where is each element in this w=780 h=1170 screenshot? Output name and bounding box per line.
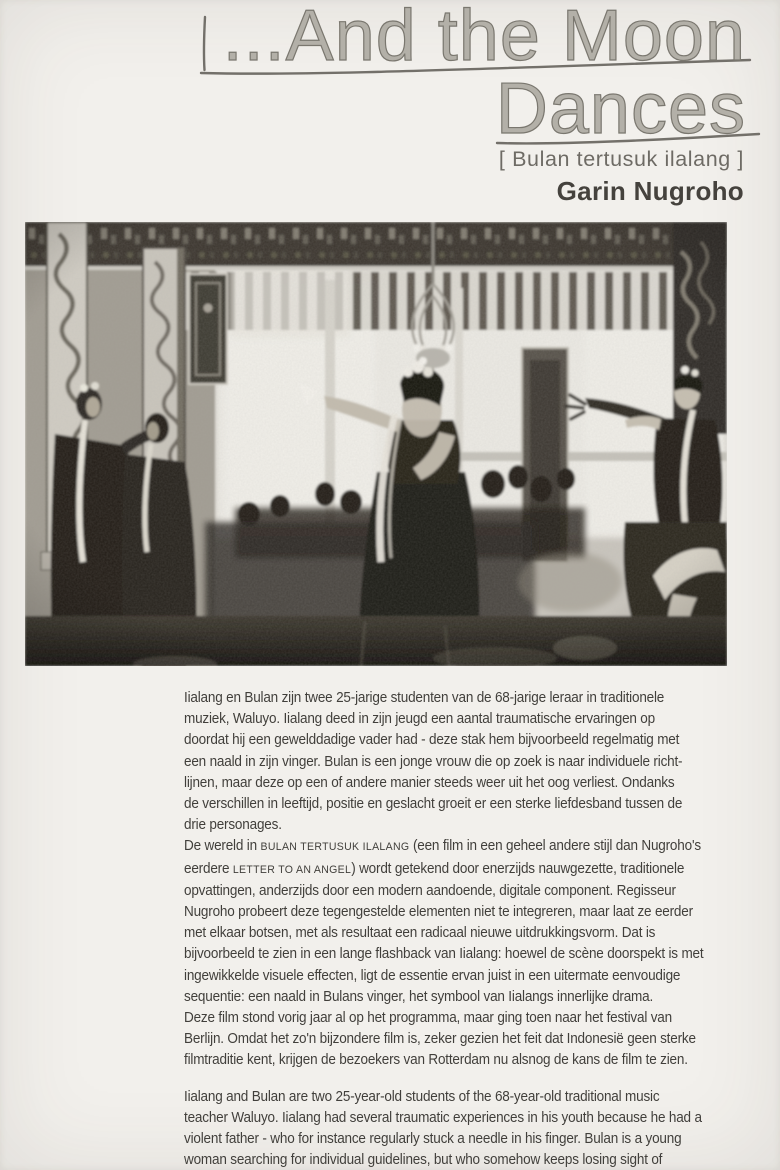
paragraph bbox=[184, 688, 780, 836]
text-line: doordat hij een gewelddadige vader had - deze stak hem bijvoorbeeld regelmatig met bbox=[184, 732, 680, 749]
text-line: bijvoorbeeld te zien in een lange flashback van Iialang: hoewel de scène doorspekt is met bbox=[184, 946, 704, 963]
article-title-line1: ...And the Moon bbox=[222, 0, 746, 76]
text-line: een naald in zijn vinger. Bulan is een jonge vrouw die op zoek is naar individuele richt- bbox=[184, 753, 683, 770]
film-title-smallcaps: BULAN TERTUSUK ILALANG bbox=[260, 841, 410, 854]
text-line: woman searching for individual guidelines, but who somehow keeps losing sight of bbox=[184, 1152, 663, 1169]
text-line: opvattingen, anderzijds door een modern aandoende, digitale component. Regisseur bbox=[184, 882, 676, 899]
text-line: De wereld in BULAN TERTUSUK ILALANG (een film in een geheel andere stijl dan Nugroho's bbox=[184, 838, 701, 855]
text-line: eerdere LETTER TO AN ANGEL) wordt getekend door enerzijds nauwgezette, traditionele bbox=[184, 860, 685, 877]
text-line: lijnen, maar deze op een of andere manier steeds weer uit het oog verliest. Ondanks bbox=[184, 774, 675, 791]
text-line: Nugroho probeert deze tegengestelde elementen niet te integreren, maar laat ze eerder bbox=[184, 904, 693, 921]
text-line: drie personages. bbox=[184, 817, 282, 834]
film-title-smallcaps: LETTER TO AN ANGEL bbox=[232, 863, 352, 876]
article-text bbox=[184, 688, 780, 1170]
text-line: filmtraditie kent, krijgen de bezoekers van Rotterdam nu alsnog de kans de film te zien. bbox=[184, 1052, 688, 1069]
text-line: Iialang and Bulan are two 25-year-old students of the 68-year-old traditional music bbox=[184, 1088, 660, 1105]
text-line: Deze film stond vorig jaar al op het programma, maar ging toen naar het festival van bbox=[184, 1010, 672, 1027]
text-line: muziek, Waluyo. Iialang deed in zijn jeugd een aantal traumatische ervaringen op bbox=[184, 711, 655, 728]
text-line: ingewikkelde visuele effecten, ligt de essentie ervan juist in een uitermate eenvoudige bbox=[184, 967, 681, 984]
text-line: Berlijn. Omdat het zo'n bijzondere film is, zeker gezien het feit dat Indonesië geen sterke bbox=[184, 1031, 696, 1048]
text-line: violent father - who for instance regularly stuck a needle in his finger. Bulan is a young bbox=[184, 1131, 682, 1148]
text-line: teacher Waluyo. Iialang had several traumatic experiences in his youth because he had a bbox=[184, 1109, 702, 1126]
text-line: sequentie: een naald in Bulans vinger, het symbool van Iialangs innerlijke drama. bbox=[184, 988, 654, 1005]
text-line: de verschillen in leeftijd, positie en geslacht groeit er een sterke liefdesband tussen de bbox=[184, 796, 683, 813]
article-title-line2: Dances bbox=[495, 69, 746, 149]
paragraph bbox=[184, 1087, 780, 1170]
text-line: met elkaar botsen, met als resultaat een radicaal nieuwe uitdrukkingsvorm. Dat is bbox=[184, 925, 656, 942]
paragraph bbox=[184, 836, 780, 1071]
author-name: Garin Nugroho bbox=[556, 176, 744, 206]
original-title: [ Bulan tertusuk ilalang ] bbox=[498, 147, 744, 171]
film-still-photo bbox=[25, 222, 727, 666]
film-still-scene bbox=[25, 222, 727, 666]
text-line: Iialang en Bulan zijn twee 25-jarige studenten van de 68-jarige leraar in traditionele bbox=[184, 690, 665, 706]
